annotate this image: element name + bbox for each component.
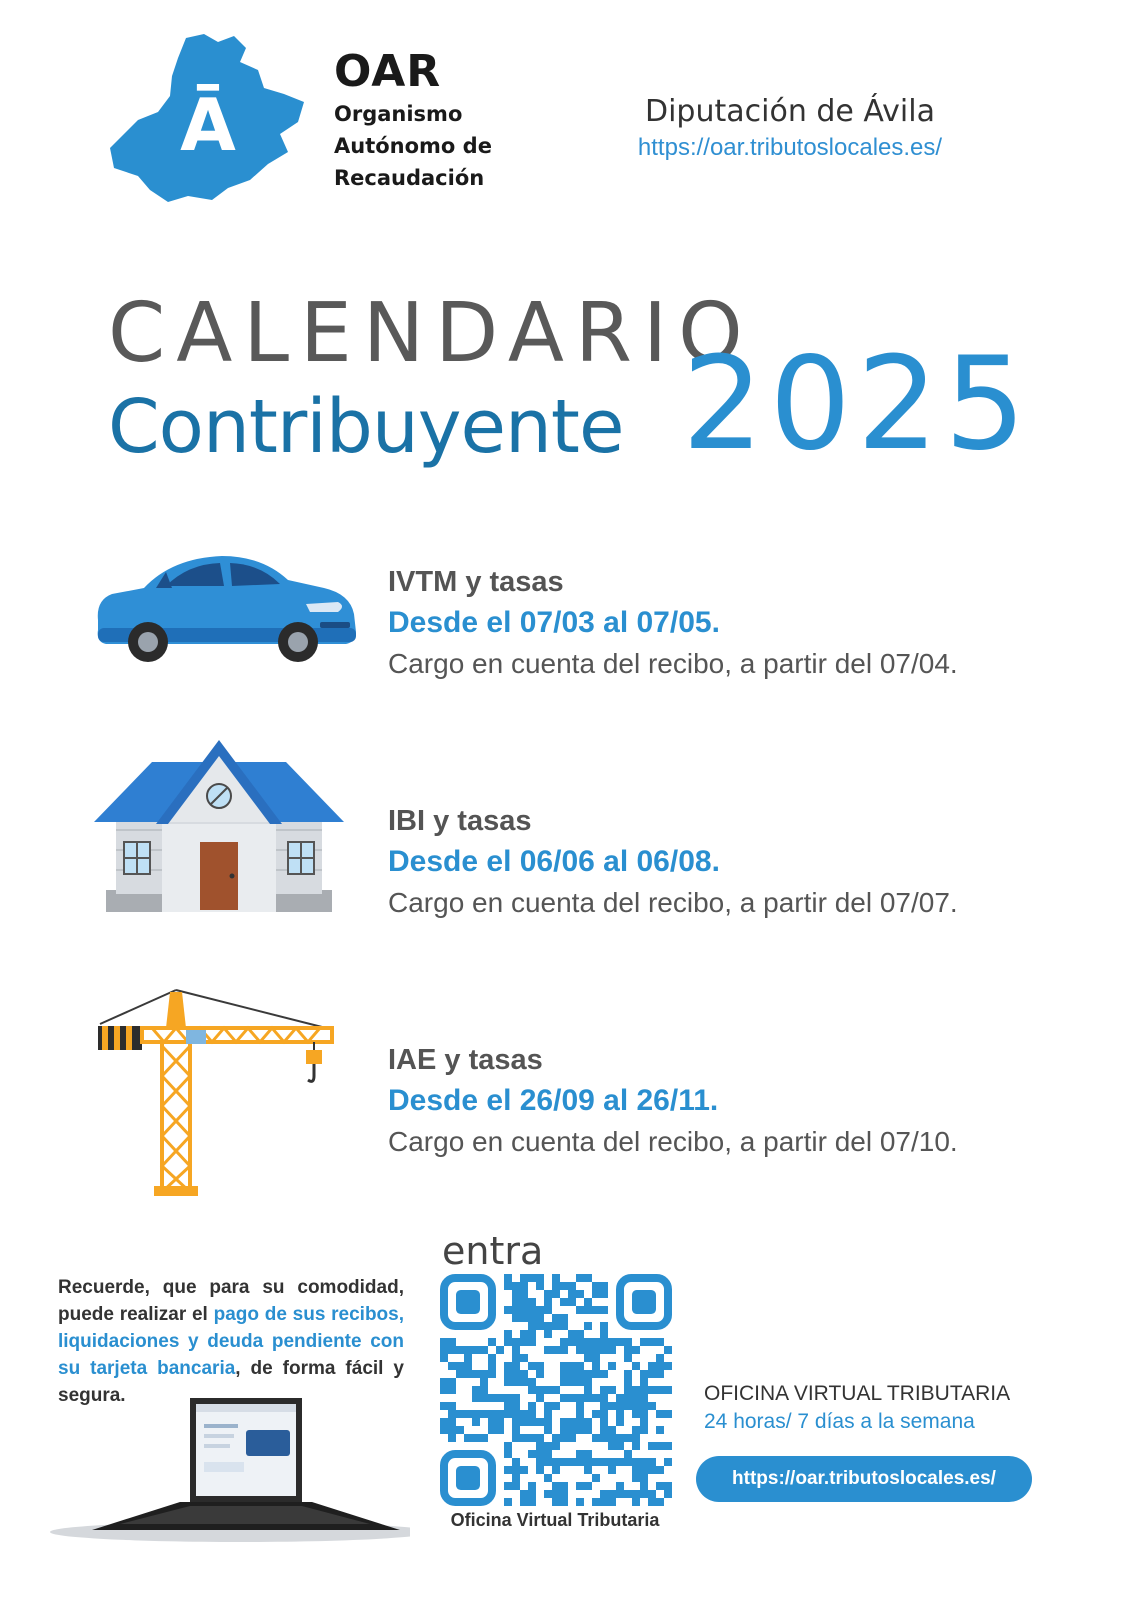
reminder-text: Recuerde, que para su comodidad, puede realizar el [58, 1277, 404, 1325]
tax-name: IAE y tasas [388, 1044, 543, 1076]
tax-dates: Desde el 06/06 al 06/08. [388, 845, 720, 878]
logo-letter: Ā [180, 83, 236, 167]
tax-dates: Desde el 07/03 al 07/05. [388, 606, 720, 639]
reminder-highlight: pago de sus recibos, liquidaciones y deuda pendiente con su tarjeta bancaria [58, 1304, 404, 1379]
tax-name: IVTM y tasas [388, 566, 564, 598]
calendar-subtitle: Contribuyente [108, 384, 624, 470]
org-name-line: Recaudación [334, 166, 485, 190]
tax-charge: Cargo en cuenta del recibo, a partir del 07/07. [388, 887, 958, 918]
tax-entry-ibi [388, 801, 958, 923]
oar-logo-map-icon [108, 30, 308, 205]
payment-reminder [58, 1274, 404, 1409]
tax-dates: Desde el 26/09 al 26/11. [388, 1084, 719, 1117]
virtual-office-url-button[interactable]: https://oar.tributoslocales.es/ [696, 1456, 1032, 1502]
tax-charge: Cargo en cuenta del recibo, a partir del 07/04. [388, 648, 958, 679]
tax-entry-iae [388, 1040, 958, 1162]
crane-icon [96, 986, 340, 1202]
tax-entry-ivtm [388, 562, 958, 684]
org-name-block [334, 46, 492, 194]
org-name-line: Organismo [334, 102, 463, 126]
qr-prompt: entra [442, 1229, 544, 1273]
tax-charge: Cargo en cuenta del recibo, a partir del 07/10. [388, 1126, 958, 1157]
institution-name: Diputación de Ávila [645, 94, 935, 129]
house-icon [94, 740, 344, 920]
car-icon [92, 548, 358, 666]
qr-caption: Oficina Virtual Tributaria [450, 1510, 660, 1530]
org-name-line: Autónomo de [334, 134, 492, 158]
institution-block [600, 92, 980, 164]
calendar-title: CALENDARIO [108, 286, 754, 381]
header-website-link[interactable]: https://oar.tributoslocales.es/ [637, 134, 943, 161]
tax-name: IBI y tasas [388, 805, 532, 837]
org-acronym: OAR [334, 46, 442, 97]
qr-code-icon[interactable] [440, 1274, 672, 1506]
calendar-year: 2025 [682, 330, 1032, 479]
reminder-text: , de forma fácil y segura. [58, 1358, 404, 1406]
virtual-office-hours: 24 horas/ 7 días a la semana [704, 1410, 975, 1433]
virtual-office-title: OFICINA VIRTUAL TRIBUTARIA [704, 1382, 1011, 1405]
virtual-office-block [704, 1380, 1010, 1436]
laptop-icon [40, 1394, 410, 1544]
